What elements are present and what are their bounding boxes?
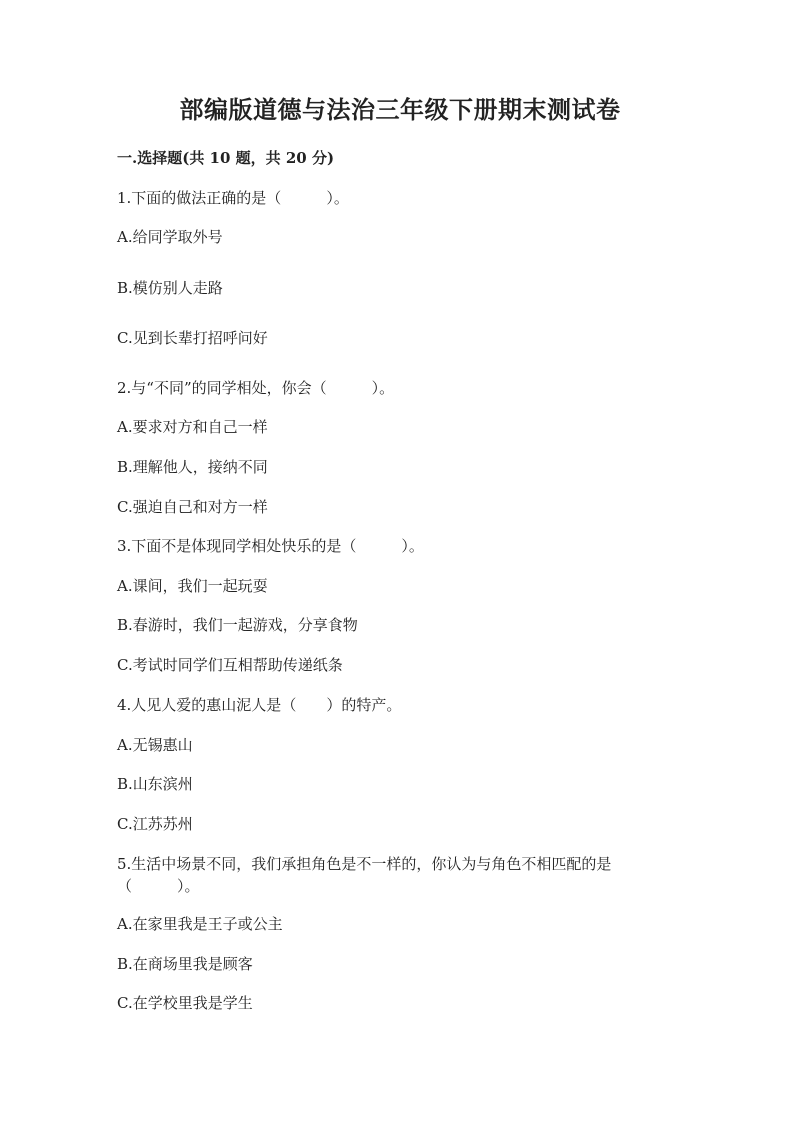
question-stem: 3.下面不是体现同学相处快乐的是（ ）。	[117, 537, 424, 555]
option-c: C.见到长辈打招呼问好	[117, 329, 268, 347]
option-b: B.山东滨州	[117, 775, 193, 793]
section-heading: 一.选择题(共 10 题，共 20 分)	[117, 149, 335, 167]
question-stem: 4.人见人爱的惠山泥人是（ ）的特产。	[117, 696, 402, 714]
option-c: C.考试时同学们互相帮助传递纸条	[117, 656, 343, 674]
option-c: C.强迫自己和对方一样	[117, 498, 268, 516]
option-a: A.给同学取外号	[117, 228, 223, 246]
option-a: A.在家里我是王子或公主	[117, 915, 283, 933]
page-title: 部编版道德与法治三年级下册期末测试卷	[179, 95, 621, 124]
option-a: A.课间，我们一起玩耍	[117, 577, 268, 595]
option-b: B.春游时，我们一起游戏，分享食物	[117, 616, 358, 634]
option-b: B.理解他人，接纳不同	[117, 458, 268, 476]
option-a: A.要求对方和自己一样	[117, 418, 268, 436]
option-a: A.无锡惠山	[117, 736, 193, 754]
question-stem: 5.生活中场景不同，我们承担角色是不一样的，你认为与角色不相匹配的是（ ）。	[117, 855, 612, 895]
question-stem: 2.与“不同”的同学相处，你会（ ）。	[117, 379, 395, 397]
question-stem: 1.下面的做法正确的是（ ）。	[117, 189, 349, 207]
option-c: C.在学校里我是学生	[117, 994, 253, 1012]
option-c: C.江苏苏州	[117, 815, 193, 833]
option-b: B.模仿别人走路	[117, 279, 223, 297]
option-b: B.在商场里我是顾客	[117, 955, 253, 973]
